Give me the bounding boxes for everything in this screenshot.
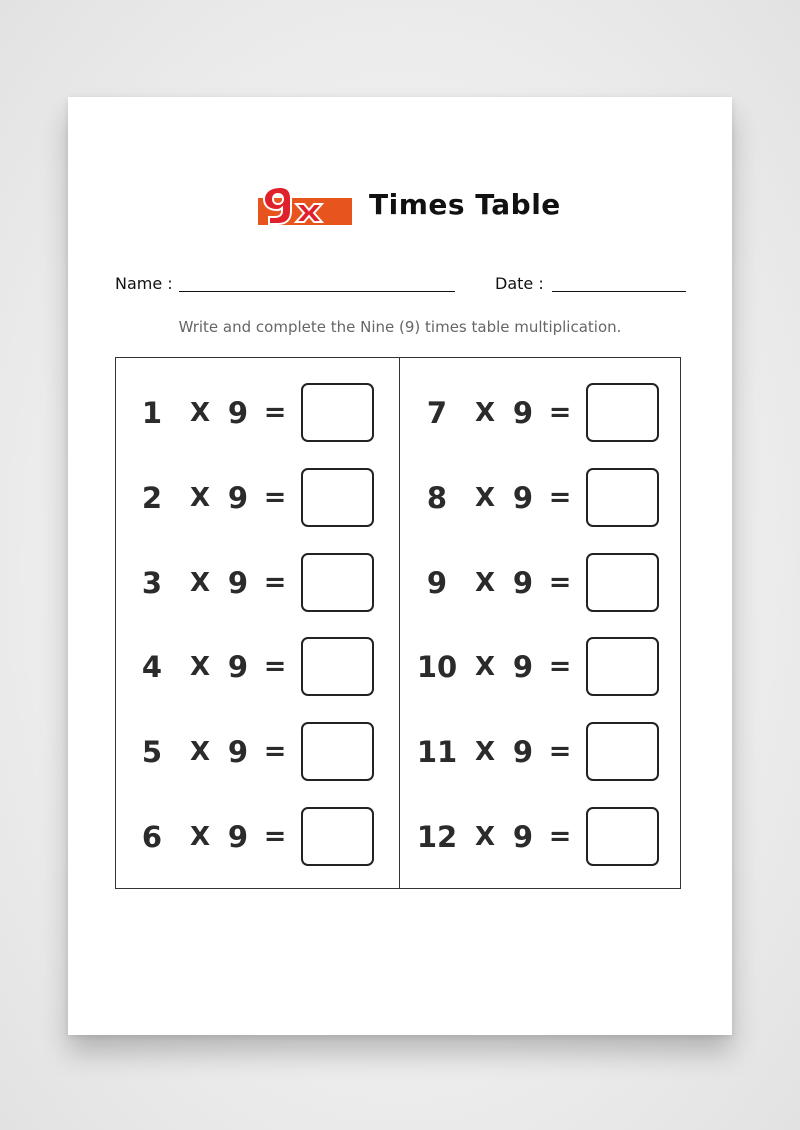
equals-sign: = xyxy=(263,397,287,428)
multiplicand: 9 xyxy=(426,566,448,600)
times-sign: X xyxy=(474,822,496,852)
instruction-text: Write and complete the Nine (9) times table multiplication. xyxy=(178,318,622,336)
answer-box[interactable] xyxy=(586,722,659,781)
multiplicand: 5 xyxy=(141,735,163,769)
multiplicand: 4 xyxy=(141,650,163,684)
problem-row xyxy=(116,637,399,697)
equals-sign: = xyxy=(548,567,572,598)
times-sign: X xyxy=(189,737,211,767)
multiplicand: 3 xyxy=(141,566,163,600)
multiplicand: 7 xyxy=(426,396,448,430)
times-sign: X xyxy=(189,822,211,852)
worksheet-header xyxy=(258,187,561,227)
multiplier: 9 xyxy=(227,735,249,769)
times-sign: X xyxy=(474,568,496,598)
times-sign: X xyxy=(474,737,496,767)
answer-box[interactable] xyxy=(586,807,659,866)
times-sign: X xyxy=(189,398,211,428)
nine-times-logo-icon xyxy=(258,187,352,225)
multiplicand: 6 xyxy=(141,820,163,854)
problem-row xyxy=(116,722,399,782)
answer-box[interactable] xyxy=(301,807,374,866)
equals-sign: = xyxy=(263,567,287,598)
problem-row xyxy=(400,807,682,867)
times-sign: X xyxy=(474,652,496,682)
times-sign: X xyxy=(474,398,496,428)
times-sign: X xyxy=(474,483,496,513)
multiplier: 9 xyxy=(227,820,249,854)
problem-row xyxy=(116,383,399,443)
answer-box[interactable] xyxy=(301,553,374,612)
multiplier: 9 xyxy=(227,396,249,430)
times-sign: X xyxy=(189,652,211,682)
answer-box[interactable] xyxy=(586,637,659,696)
date-label: Date : xyxy=(495,274,544,293)
multiplicand: 10 xyxy=(416,650,458,684)
multiplicand: 8 xyxy=(426,481,448,515)
answer-box[interactable] xyxy=(301,468,374,527)
problem-row xyxy=(116,468,399,528)
multiplier: 9 xyxy=(512,820,534,854)
multiplier: 9 xyxy=(512,566,534,600)
problem-row xyxy=(400,553,682,613)
answer-box[interactable] xyxy=(586,468,659,527)
problem-row xyxy=(400,637,682,697)
name-label: Name : xyxy=(115,274,173,293)
multiplier: 9 xyxy=(227,566,249,600)
times-sign: X xyxy=(189,483,211,513)
equals-sign: = xyxy=(263,651,287,682)
times-sign: X xyxy=(189,568,211,598)
problem-row xyxy=(400,383,682,443)
equals-sign: = xyxy=(548,482,572,513)
page-title: Times Table xyxy=(369,188,561,221)
multiplier: 9 xyxy=(512,735,534,769)
equals-sign: = xyxy=(548,651,572,682)
equals-sign: = xyxy=(548,397,572,428)
multiplicand: 2 xyxy=(141,481,163,515)
answer-box[interactable] xyxy=(586,383,659,442)
multiplier: 9 xyxy=(227,650,249,684)
multiplier: 9 xyxy=(227,481,249,515)
name-field[interactable] xyxy=(179,291,455,292)
multiplier: 9 xyxy=(512,396,534,430)
problem-row xyxy=(116,553,399,613)
equals-sign: = xyxy=(263,821,287,852)
equals-sign: = xyxy=(548,821,572,852)
date-field[interactable] xyxy=(552,291,686,292)
worksheet-page xyxy=(68,97,732,1035)
multiplicand: 12 xyxy=(416,820,458,854)
answer-box[interactable] xyxy=(301,383,374,442)
multiplier: 9 xyxy=(512,481,534,515)
problem-row xyxy=(400,468,682,528)
answer-box[interactable] xyxy=(301,722,374,781)
equals-sign: = xyxy=(263,482,287,513)
equals-sign: = xyxy=(548,736,572,767)
multiplicand: 1 xyxy=(141,396,163,430)
problem-row xyxy=(116,807,399,867)
answer-box[interactable] xyxy=(586,553,659,612)
equals-sign: = xyxy=(263,736,287,767)
multiplier: 9 xyxy=(512,650,534,684)
problem-row xyxy=(400,722,682,782)
multiplication-grid xyxy=(115,357,681,889)
multiplicand: 11 xyxy=(416,735,458,769)
answer-box[interactable] xyxy=(301,637,374,696)
